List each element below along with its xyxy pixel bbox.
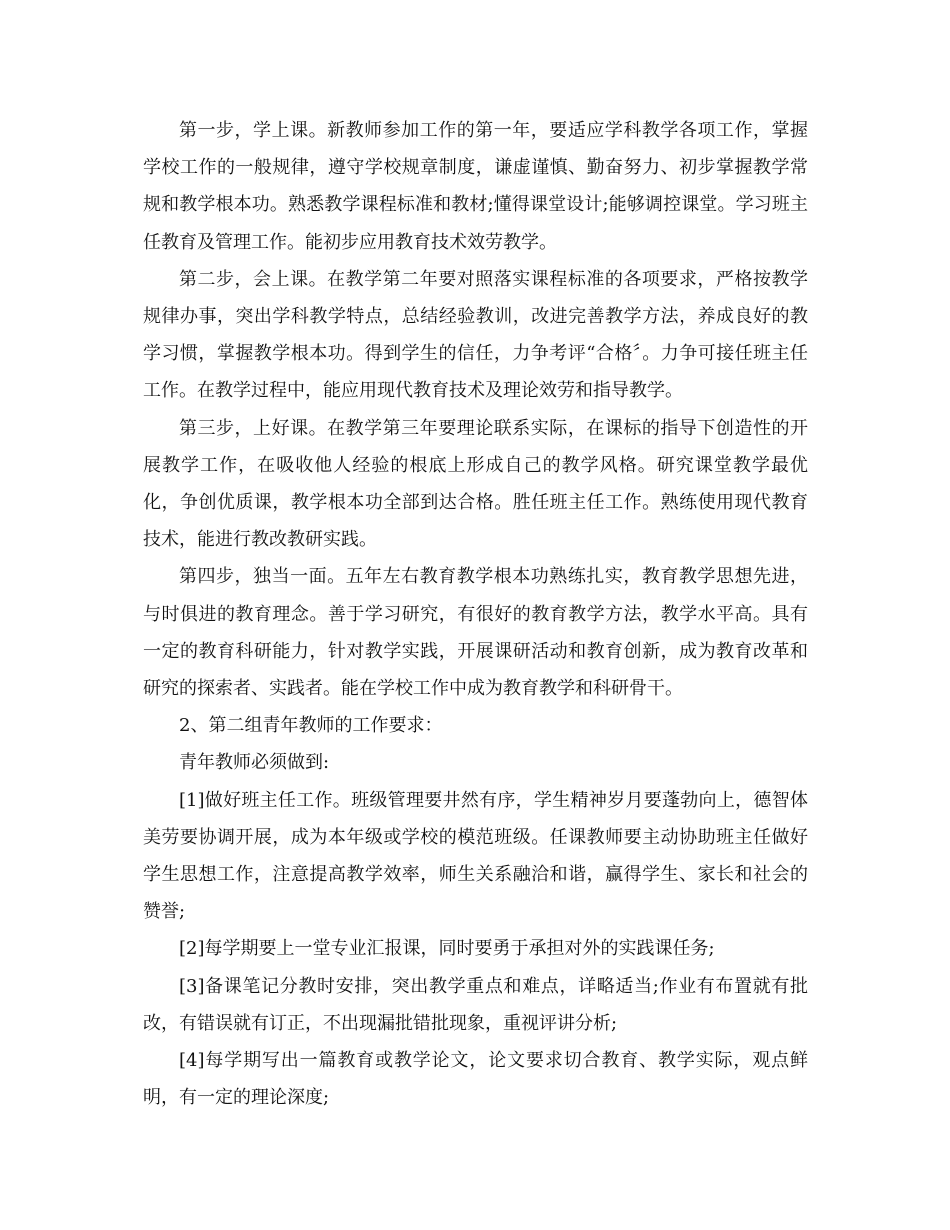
list-item-1: [1]做好班主任工作。班级管理要井然有序，学生精神岁月要蓬勃向上，德智体美劳要协调开展，成为本年级或学校的模范班级。任课教师要主动协助班主任做好学生思想工作，注意提高教学效率，师生关系融洽和谐，赢得学生、家长和社会的赞誉; — [143, 789, 808, 923]
list-item-2: [2]每学期要上一堂专业汇报课，同时要勇于承担对外的实践课任务; — [179, 938, 715, 960]
list-item-3: [3]备课笔记分教时安排，突出教学重点和难点，详略适当;作业有布置就有批改，有错误就有订正，不出现漏批错批现象，重视评讲分析; — [143, 975, 808, 1034]
document-page — [143, 112, 808, 1116]
paragraph-step-one: 第一步，学上课。新教师参加工作的第一年，要适应学科教学各项工作，掌握学校工作的一般规律，遵守学校规章制度，谦虚谨慎、勤奋努力、初步掌握教学常规和教学根本功。熟悉教学课程标准和教材;懂得课堂设计;能够调控课堂。学习班主任教育及管理工作。能初步应用教育技术效劳教学。 — [143, 120, 808, 253]
section-heading-group-two: 2、第二组青年教师的工作要求： — [179, 715, 443, 737]
paragraph-step-four: 第四步，独当一面。五年左右教育教学根本功熟练扎实，教育教学思想先进，与时俱进的教育理念。善于学习研究，有很好的教育教学方法，教学水平高。具有一定的教育科研能力，针对教学实践，开展课研活动和教育创新，成为教育改革和研究的探索者、实践者。能在学校工作中成为教育教学和科研骨干。 — [143, 566, 808, 700]
paragraph-must-do: 青年教师必须做到: — [179, 752, 330, 774]
list-item-4: [4]每学期写出一篇教育或教学论文，论文要求切合教育、教学实际，观点鲜明，有一定的理论深度; — [143, 1050, 808, 1109]
paragraph-step-two: 第二步，会上课。在教学第二年要对照落实课程标准的各项要求，严格按教学规律办事，突出学科教学特点，总结经验教训，改进完善教学方法，养成良好的教学习惯，掌握教学根本功。得到学生的信任，力争考评“合格〞。力争可接任班主任工作。在教学过程中，能应用现代教育技术及理论效劳和指导教学。 — [143, 268, 808, 402]
paragraph-step-three: 第三步，上好课。在教学第三年要理论联系实际，在课标的指导下创造性的开展教学工作，在吸收他人经验的根底上形成自己的教学风格。研究课堂教学最优化，争创优质课，教学根本功全部到达合格。胜任班主任工作。熟练使用现代教育技术，能进行教改教研实践。 — [143, 417, 808, 551]
